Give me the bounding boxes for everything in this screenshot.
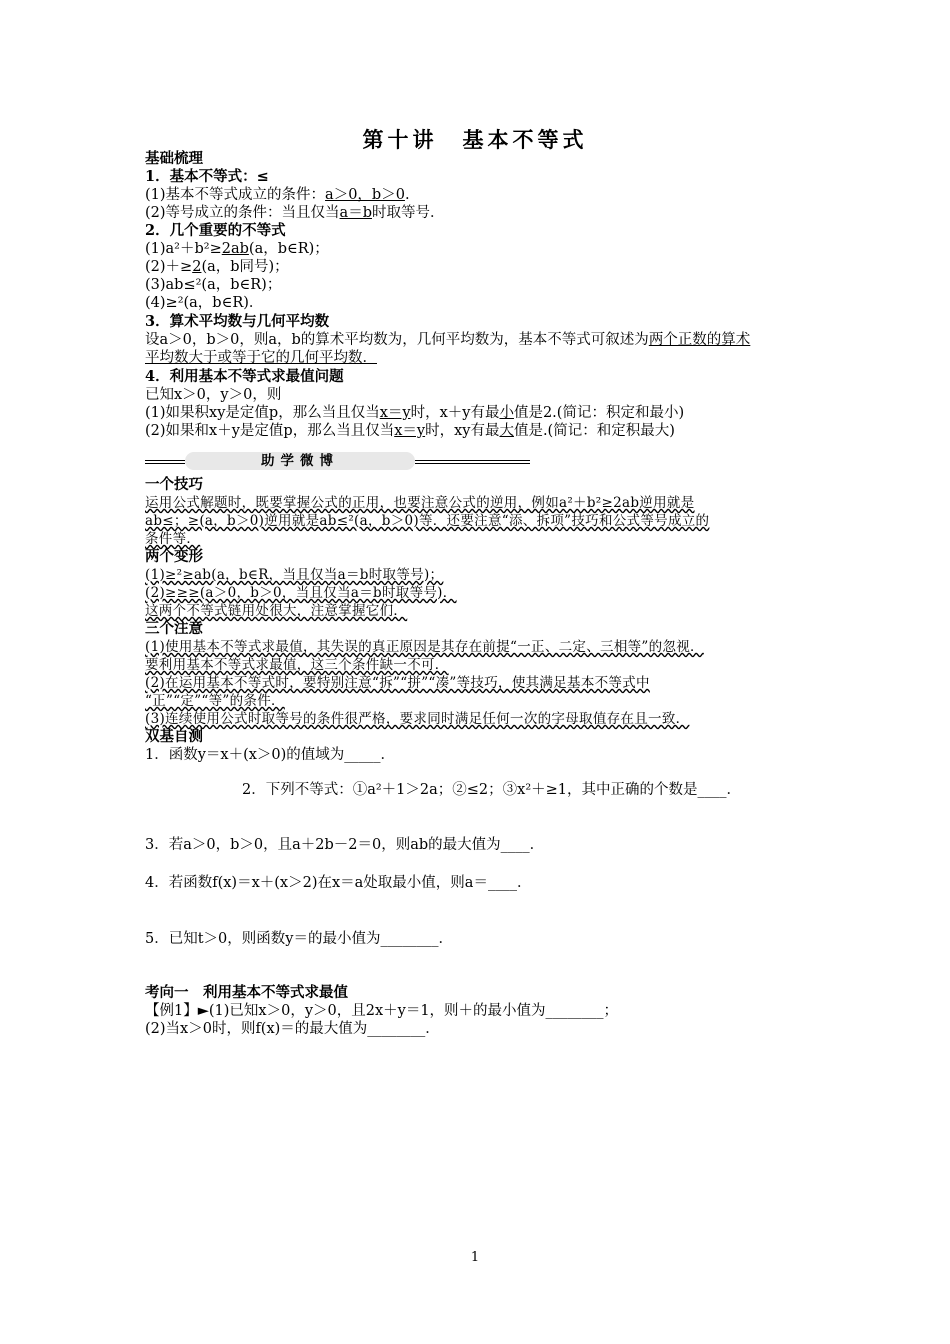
example-1-line-1: 【例1】►(1)已知x＞0，y＞0，且2x＋y＝1，则＋的最小值为________；: [145, 1003, 619, 1019]
heading-means: 3．算术平均数与几何平均数: [145, 313, 330, 330]
text-segment: 时，xy有最: [425, 423, 500, 439]
question-4: 4．若函数f(x)＝x＋(x＞2)在x＝a处取最小值，则a＝____．: [145, 875, 532, 891]
text-segment: (2)等号成立的条件：当且仅当: [145, 205, 340, 221]
banner-label: 助学微博: [185, 452, 415, 470]
text-segment: (1)a²＋b²≥: [145, 241, 222, 257]
condition-line: [145, 186, 410, 204]
text-segment: (2)＋≥: [145, 259, 193, 275]
variation-line-1: (1)≥²≥ab(a，b∈R，当且仅当a＝b时取等号)；: [145, 567, 444, 583]
question-1: 1．函数y＝x＋(x＞0)的值域为_____．: [145, 747, 396, 763]
question-3: 3．若a＞0，b＞0，且a＋2b－2＝0，则ab的最大值为____．: [145, 837, 545, 853]
notes-heading: 三个注意: [145, 620, 203, 637]
underlined-answer: a＞0，b＞0: [325, 187, 405, 203]
variation-line-2: (2)≥≥≥(a＞0，b＞0，当且仅当a＝b时取等号)．: [145, 585, 457, 601]
extremum-rule-1: [145, 404, 684, 422]
underlined-answer: 大: [499, 423, 514, 439]
text-segment: 值是.(简记：和定积最大): [513, 423, 675, 439]
section-heading-self-test: 双基自测: [145, 728, 203, 745]
underlined-answer: a＝b: [339, 205, 372, 221]
example-1-line-2: (2)当x＞0时，则f(x)＝的最大值为________．: [145, 1021, 440, 1037]
text-segment: (a，b同号)；: [201, 259, 289, 275]
banner-rule-right: [415, 460, 530, 461]
text-segment: (1)基本不等式成立的条件：: [145, 187, 326, 203]
text-segment: 时，x＋y有最: [410, 405, 500, 421]
underlined-answer: 2ab: [221, 241, 249, 257]
banner-rule-right-2: [415, 463, 530, 464]
text-segment: (1)如果积xy是定值p，那么当且仅当: [145, 405, 380, 421]
page-number: 1: [470, 1250, 480, 1265]
tip-line-1: 运用公式解题时，既要掌握公式的正用，也要注意公式的逆用，例如a²＋b²≥2ab逆用就是: [145, 495, 695, 511]
extremum-premise: 已知x＞0，y＞0，则: [145, 387, 282, 403]
text-segment: .: [404, 187, 410, 203]
note-line-3: (2)在运用基本不等式时，要特别注意“拆”“拼”“凑”等技巧，使其满足基本不等式中: [145, 675, 650, 691]
tip-line-3: 条件等．: [145, 531, 201, 547]
extremum-rule-2: [145, 422, 675, 440]
study-tips-banner: [145, 452, 530, 470]
heading-extremum: 4．利用基本不等式求最值问题: [145, 368, 344, 385]
means-paragraph-line-2: 平均数大于或等于它的几何平均数．: [145, 350, 377, 366]
note-line-4: “正”“定”“等”的条件．: [145, 693, 285, 709]
text-segment: (a，b∈R)；: [248, 241, 329, 257]
note-line-1: (1)使用基本不等式求最值，其失误的真正原因是其存在前提“一正、二定、三相等”的忽视．: [145, 639, 704, 655]
equality-condition-line: [145, 204, 444, 222]
variation-line-3: 这两个不等式链用处很大，注意掌握它们．: [145, 603, 408, 619]
tip-heading: 一个技巧: [145, 476, 203, 493]
underlined-answer: x＝y: [394, 423, 426, 439]
tip-line-2: ab≤；≥(a，b＞0)逆用就是ab≤²(a，b＞0)等．还要注意“添、拆项”技巧和公式等号成立的: [145, 513, 710, 529]
banner-rule-left-2: [145, 463, 185, 464]
question-5: 5．已知t＞0，则函数y＝的最小值为________．: [145, 931, 453, 947]
text-segment: (2)如果和x＋y是定值p，那么当且仅当: [145, 423, 395, 439]
inequality-2: [145, 258, 289, 276]
underlined-answer: 小: [499, 405, 514, 421]
underlined-answer: 两个正数的算术: [648, 332, 751, 348]
means-paragraph-line-1: [145, 331, 750, 349]
text-segment: 时取等号．: [371, 205, 445, 221]
heading-basic-inequality: 1．基本不等式：≤: [145, 168, 269, 185]
inequality-4: (4)≥²(a，b∈R)．: [145, 295, 264, 311]
inequality-1: [145, 240, 329, 258]
section-heading-basics: 基础梳理: [145, 150, 203, 167]
note-line-2: 要利用基本不等式求最值，这三个条件缺一不可．: [145, 657, 449, 673]
underlined-answer: 2: [192, 259, 202, 275]
text-segment: 值是2.(简记：积定和最小): [513, 405, 685, 421]
underlined-answer: x＝y: [379, 405, 411, 421]
inequality-3: (3)ab≤²(a，b∈R)；: [145, 277, 282, 293]
question-2: 2．下列不等式：①a²＋1＞2a；②≤2；③x²＋≥1，其中正确的个数是____．: [242, 782, 742, 798]
banner-rule-left: [145, 460, 185, 461]
heading-important-inequalities: 2．几个重要的不等式: [145, 222, 286, 239]
text-segment: 设a＞0，b＞0，则a，b的算术平均数为，几何平均数为，基本不等式可叙述为: [145, 332, 649, 348]
variation-heading: 两个变形: [145, 548, 203, 565]
note-line-5: (3)连续使用公式时取等号的条件很严格，要求同时满足任何一次的字母取值存在且一致．: [145, 711, 690, 727]
topic-heading: 考向一 利用基本不等式求最值: [145, 984, 348, 1001]
page-title: 第十讲 基本不等式: [362, 127, 588, 152]
